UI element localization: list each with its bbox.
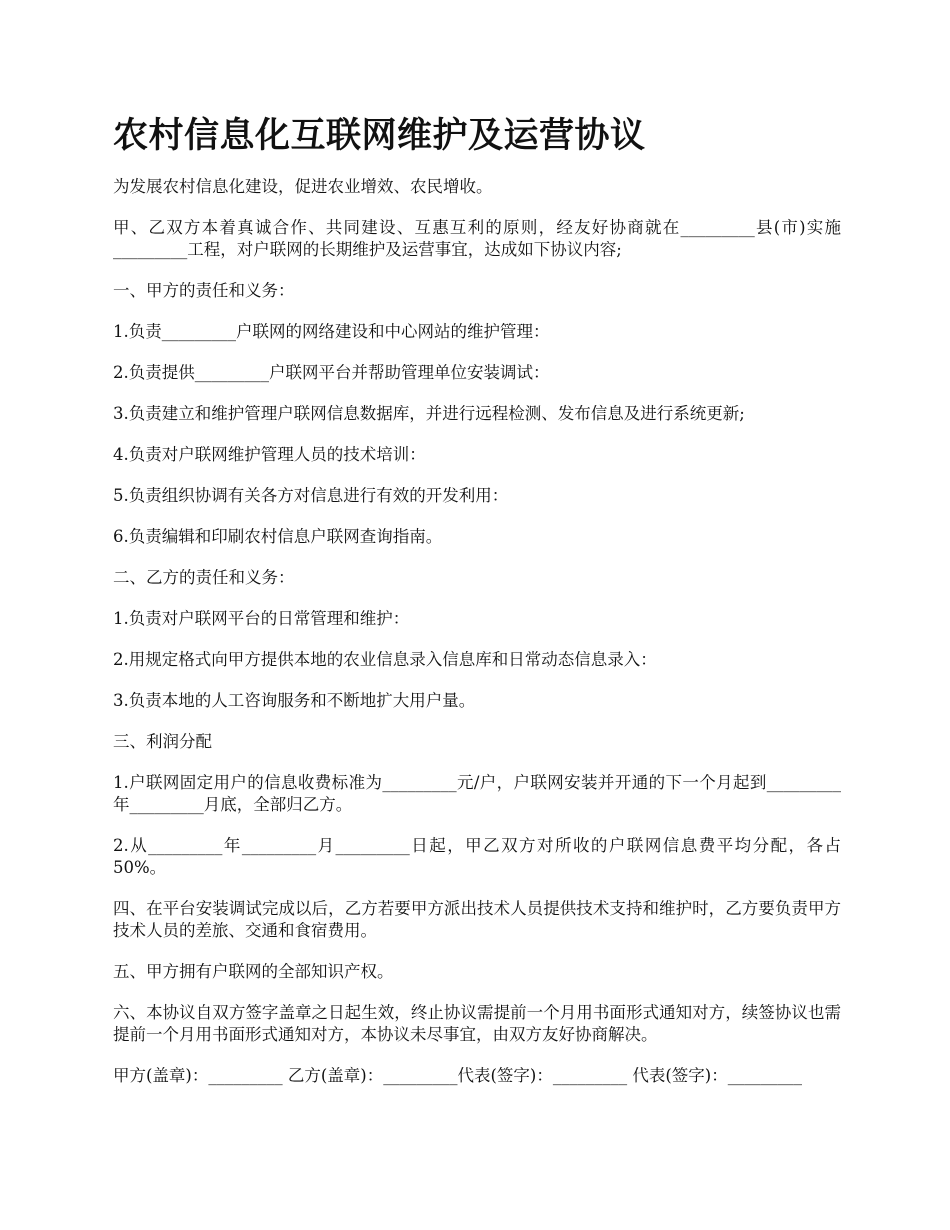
section-heading-profit: 三、利润分配 <box>113 732 212 751</box>
clause-a-3: 3.负责建立和维护管理户联网信息数据库，并进行远程检测、发布信息及进行系统更新; <box>113 404 745 423</box>
clause-profit-1: 1.户联网固定用户的信息收费标准为_________元/户，户联网安装并开通的下一个月起到_________年_________月底，全部归乙方。 <box>113 773 841 814</box>
section-heading-party-b: 二、乙方的责任和义务： <box>113 568 295 587</box>
clause-a-5: 5.负责组织协调有关各方对信息进行有效的开发利用： <box>113 486 509 505</box>
section-four-support: 四、在平台安装调试完成以后，乙方若要甲方派出技术人员提供技术支持和维护时，乙方要负责甲方技术人员的差旅、交通和食宿费用。 <box>113 899 841 940</box>
section-five-ip: 五、甲方拥有户联网的全部知识产权。 <box>113 962 394 981</box>
document-page <box>113 110 841 1106</box>
document-title: 农村信息化互联网维护及运营协议 <box>113 115 646 156</box>
paragraph-intro: 为发展农村信息化建设，促进农业增效、农民增收。 <box>113 177 493 196</box>
clause-b-3: 3.负责本地的人工咨询服务和不断地扩大用户量。 <box>113 691 476 710</box>
clause-a-6: 6.负责编辑和印刷农村信息户联网查询指南。 <box>113 527 443 546</box>
signature-line: 甲方(盖章)：_________ 乙方(盖章)：_________代表(签字)：_________ 代表(签字)：_________ <box>113 1066 802 1085</box>
clause-b-2: 2.用规定格式向甲方提供本地的农业信息录入信息库和日常动态信息录入： <box>113 650 657 669</box>
section-six-effective: 六、本协议自双方签字盖章之日起生效，终止协议需提前一个月用书面形式通知对方，续签协议也需提前一个月用书面形式通知对方，本协议未尽事宜，由双方友好协商解决。 <box>113 1003 841 1044</box>
clause-profit-2: 2.从_________年_________月_________日起，甲乙双方对所收的户联网信息费平均分配，各占50%。 <box>113 836 841 877</box>
clause-b-1: 1.负责对户联网平台的日常管理和维护： <box>113 609 410 628</box>
section-heading-party-a: 一、甲方的责任和义务： <box>113 281 295 300</box>
paragraph-principle: 甲、乙双方本着真诚合作、共同建设、互惠互利的原则，经友好协商就在_________县(市)实施_________工程，对户联网的长期维护及运营事宜，达成如下协议内容; <box>113 218 841 259</box>
clause-a-4: 4.负责对户联网维护管理人员的技术培训： <box>113 445 426 464</box>
clause-a-2: 2.负责提供_________户联网平台并帮助管理单位安装调试： <box>113 363 550 382</box>
clause-a-1: 1.负责_________户联网的网络建设和中心网站的维护管理： <box>113 322 550 341</box>
